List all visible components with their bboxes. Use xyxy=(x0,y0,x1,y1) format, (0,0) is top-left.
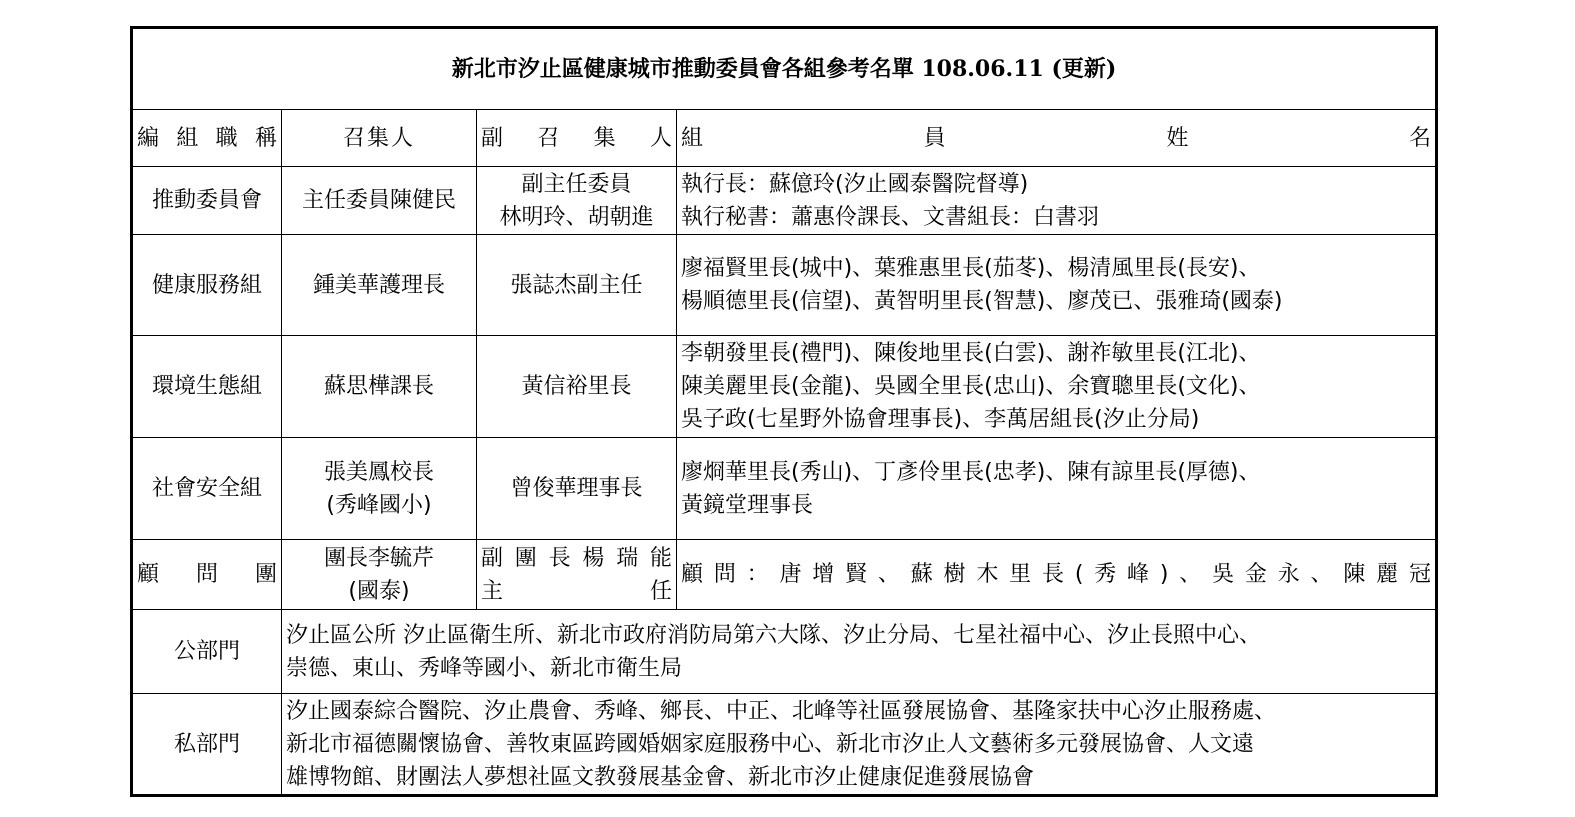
convener-line: (國泰) xyxy=(348,578,410,604)
sector-line: 汐止國泰綜合醫院、汐止農會、秀峰、鄉長、中正、北峰等社區發展協會、基隆家扶中心汐止服務處、 xyxy=(286,698,1277,724)
sector-line: 新北市福德關懷協會、善牧東區跨國婚姻家庭服務中心、新北市汐止人文藝術多元發展協會、人文遠 xyxy=(286,731,1255,757)
members-cell xyxy=(677,336,1437,438)
header-row xyxy=(132,110,1437,167)
deputy-line: 主任 xyxy=(481,578,672,604)
convener-line: 鍾美華護理長 xyxy=(312,272,445,298)
member-line: 黃鏡堂理事長 xyxy=(681,492,814,518)
deputy-line: 黃信裕里長 xyxy=(521,374,632,399)
table-row xyxy=(132,694,1437,796)
convener-cell xyxy=(282,167,477,235)
group-name: 環境生態組 xyxy=(132,336,282,438)
deputy-line: 張誌杰副主任 xyxy=(510,272,643,298)
group-name: 健康服務組 xyxy=(132,235,282,336)
sector-line: 雄博物館、財團法人夢想社區文教發展基金會、新北市汐止健康促進發展協會 xyxy=(286,764,1035,790)
deputy-cell xyxy=(477,167,677,235)
deputy-line: 林明玲、胡朝進 xyxy=(499,204,654,230)
sector-text-cell xyxy=(282,610,1437,694)
member-line: 楊順德里長(信望)、黃智明里長(智慧)、廖茂已、張雅琦(國泰) xyxy=(681,289,1283,314)
convener-cell xyxy=(282,438,477,540)
deputy-line: 副主任委員 xyxy=(521,171,632,197)
deputy-cell xyxy=(477,438,677,540)
convener-line: (秀峰國小) xyxy=(326,492,432,518)
table-row xyxy=(132,167,1437,235)
convener-line: 張美鳳校長 xyxy=(323,459,434,485)
header-members: 組員姓名 xyxy=(677,110,1437,167)
table-row xyxy=(132,610,1437,694)
convener-cell xyxy=(282,235,477,336)
member-line: 陳美麗里長(金龍)、吳國全里長(忠山)、余寶聰里長(文化)、 xyxy=(681,374,1261,399)
convener-line: 團長李毓芹 xyxy=(323,545,434,571)
convener-line: 蘇思樺課長 xyxy=(323,374,434,399)
group-name: 社會安全組 xyxy=(132,438,282,540)
deputy-cell xyxy=(477,336,677,438)
member-line: 廖烱華里長(秀山)、丁彥伶里長(忠孝)、陳有諒里長(厚德)、 xyxy=(681,459,1261,485)
deputy-line: 副團長楊瑞能 xyxy=(481,545,672,571)
document-title: 新北市汐止區健康城市推動委員會各組參考名單 108.06.11 (更新) xyxy=(132,28,1437,110)
member-line: 顧問：唐增賢、蘇樹木里長(秀峰)、吳金永、陳麗冠 xyxy=(681,562,1431,587)
sector-label: 公部門 xyxy=(132,610,282,694)
member-line: 吳子政(七星野外協會理事長)、李萬居組長(汐止分局) xyxy=(681,407,1200,432)
member-line: 執行長：蘇億玲(汐止國泰醫院督導) xyxy=(681,171,1029,197)
group-name: 顧問團 xyxy=(132,540,282,610)
members-cell xyxy=(677,235,1437,336)
sector-text-cell xyxy=(282,694,1437,796)
deputy-line: 曾俊華理事長 xyxy=(510,476,643,501)
deputy-cell xyxy=(477,235,677,336)
member-line: 執行秘書：蕭惠伶課長、文書組長：白書羽 xyxy=(681,204,1100,230)
member-line: 李朝發里長(禮門)、陳俊地里長(白雲)、謝祚敏里長(江北)、 xyxy=(681,341,1261,366)
member-line: 廖福賢里長(城中)、葉雅惠里長(茄苳)、楊清風里長(長安)、 xyxy=(681,256,1261,281)
deputy-cell xyxy=(477,540,677,610)
sector-label: 私部門 xyxy=(132,694,282,796)
header-convener: 召集人 xyxy=(282,110,477,167)
table-row xyxy=(132,235,1437,336)
title-row xyxy=(132,28,1437,110)
convener-cell xyxy=(282,540,477,610)
convener-cell xyxy=(282,336,477,438)
committee-roster-table xyxy=(130,26,1438,797)
table-row xyxy=(132,540,1437,610)
members-cell xyxy=(677,540,1437,610)
header-deputy: 副召集人 xyxy=(477,110,677,167)
convener-line: 主任委員陳健民 xyxy=(301,188,456,213)
group-name: 推動委員會 xyxy=(132,167,282,235)
members-cell xyxy=(677,438,1437,540)
sector-line: 汐止區公所 汐止區衛生所、新北市政府消防局第六大隊、汐止分局、七星社福中心、汐止長照中心、 xyxy=(286,622,1261,648)
table-row xyxy=(132,336,1437,438)
members-cell xyxy=(677,167,1437,235)
header-group: 編組職稱 xyxy=(132,110,282,167)
table-row xyxy=(132,438,1437,540)
sector-line: 崇德、東山、秀峰等國小、新北市衛生局 xyxy=(286,655,683,681)
